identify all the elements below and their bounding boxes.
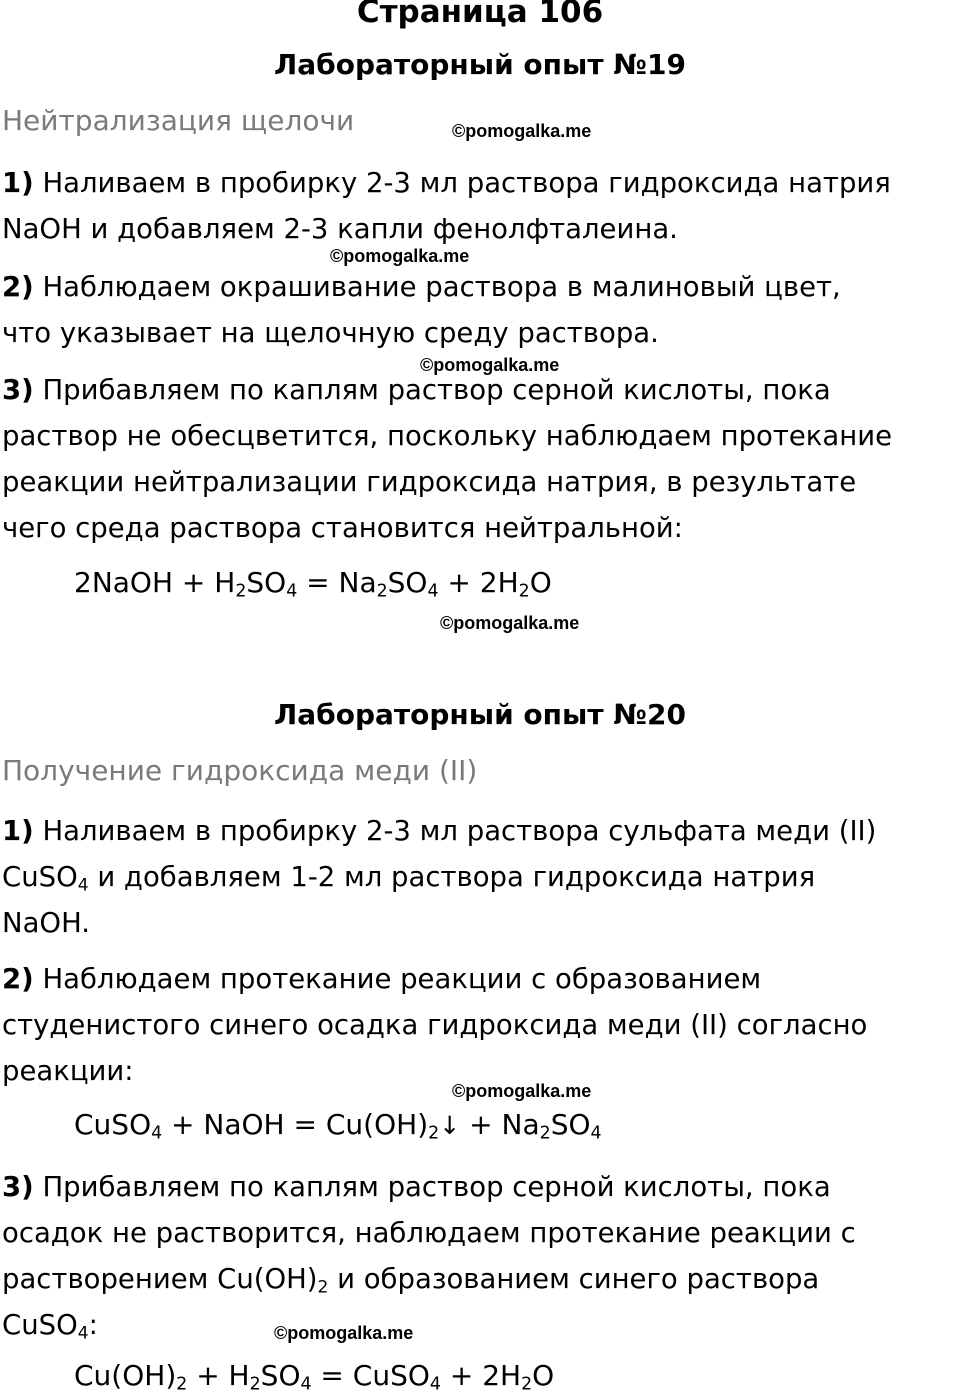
- step-text: осадок не растворится, наблюдаем протекание реакции с: [2, 1217, 856, 1249]
- step-text: NaOH.: [2, 907, 91, 939]
- step-number: 3): [2, 374, 34, 406]
- step-text: студенистого синего осадка гидроксида меди (II) согласно: [2, 1009, 868, 1041]
- experiment-20-step-1: [2, 808, 958, 946]
- step-text: CuSO$_4$ и добавляем 1-2 мл раствора гидроксида натрия: [2, 861, 816, 896]
- experiment-19-step-1: [2, 160, 958, 252]
- watermark: ©pomogalka.me: [452, 121, 592, 141]
- step-number: 1): [2, 167, 34, 199]
- watermark: ©pomogalka.me: [330, 246, 470, 266]
- step-text: реакции нейтрализации гидроксида натрия, в результате: [2, 466, 857, 498]
- step-number: 3): [2, 1171, 34, 1203]
- watermark: ©pomogalka.me: [440, 613, 580, 633]
- watermark: ©pomogalka.me: [452, 1081, 592, 1101]
- equation-neutralization: 2NaOH + $H_2SO_4 = Na_2SO_4 + 2H_2O$: [74, 566, 552, 602]
- step-text: Наливаем в пробирку 2-3 мл раствора гидроксида натрия: [33, 167, 891, 199]
- equation-dissolution: $Cu(OH)_2 + H_2SO_4$ = CuSO$_4$ + $2H_2O$: [74, 1359, 555, 1395]
- step-text: NaOH и добавляем 2-3 капли фенолфталеина.: [2, 213, 678, 245]
- step-text: реакции:: [2, 1055, 134, 1087]
- page-title: Страница 106: [356, 0, 604, 30]
- watermark: ©pomogalka.me: [274, 1323, 414, 1343]
- experiment-19-title: Лабораторный опыт №19: [274, 48, 686, 81]
- experiment-20-subtitle: Получение гидроксида меди (II): [2, 754, 478, 787]
- experiment-19-step-3: [2, 367, 958, 551]
- step-text: раствор не обесцветится, поскольку наблюдаем протекание: [2, 420, 893, 452]
- experiment-20-step-3: [2, 1164, 958, 1348]
- step-text: растворением $Cu(OH)_2$ и образованием синего раствора: [2, 1263, 820, 1298]
- precipitate-arrow-icon: ↓: [439, 1111, 461, 1140]
- step-number: 2): [2, 271, 34, 303]
- step-text: Наблюдаем протекание реакции с образованием: [33, 963, 762, 995]
- step-text: CuSO$_4$:: [2, 1309, 98, 1344]
- experiment-19-subtitle: Нейтрализация щелочи: [2, 104, 355, 137]
- step-text: Наливаем в пробирку 2-3 мл раствора сульфата меди (II): [33, 815, 877, 847]
- watermark: ©pomogalka.me: [420, 355, 560, 375]
- step-text: Прибавляем по каплям раствор серной кислоты, пока: [33, 374, 831, 406]
- step-text: Наблюдаем окрашивание раствора в малиновый цвет,: [33, 271, 841, 303]
- experiment-20-step-2: [2, 956, 958, 1094]
- experiment-19-step-2: [2, 264, 958, 356]
- step-text: что указывает на щелочную среду раствора.: [2, 317, 659, 349]
- step-number: 1): [2, 815, 34, 847]
- step-number: 2): [2, 963, 34, 995]
- experiment-20-title: Лабораторный опыт №20: [274, 698, 686, 731]
- step-text: чего среда раствора становится нейтральной:: [2, 512, 683, 544]
- equation-copper-hydroxide: CuSO$_4$ + NaOH = $Cu(OH)_2↓ + Na_2SO_4$: [74, 1108, 602, 1144]
- step-text: Прибавляем по каплям раствор серной кислоты, пока: [33, 1171, 831, 1203]
